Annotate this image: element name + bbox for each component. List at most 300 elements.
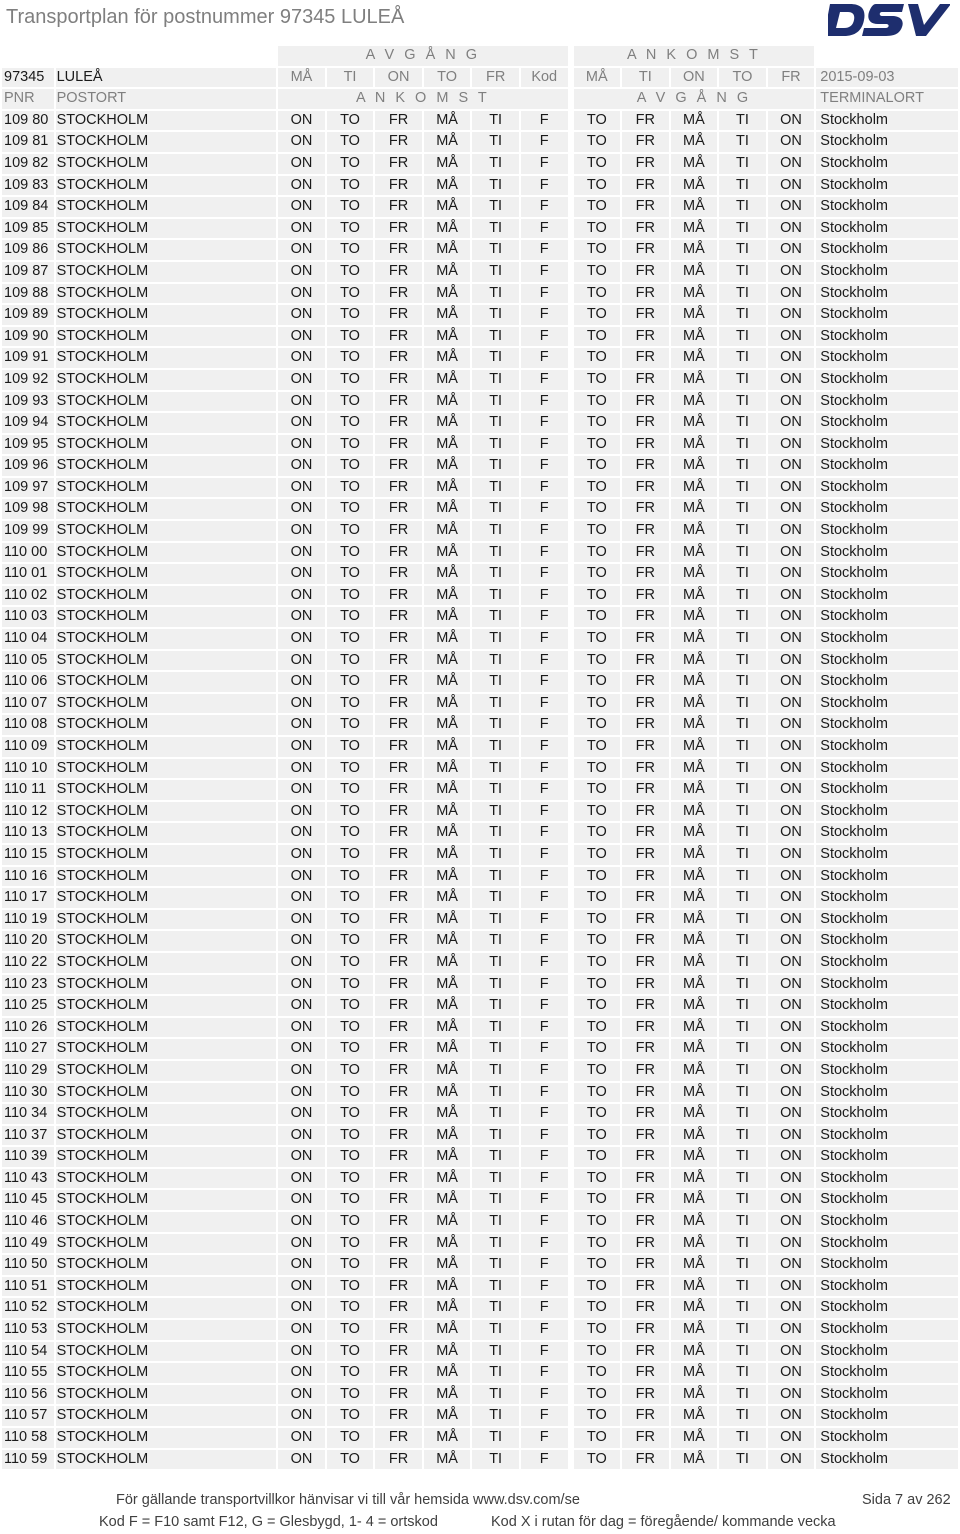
day-cell: MÅ — [671, 219, 718, 239]
day-cell: ON — [768, 564, 815, 584]
day-cell: F — [521, 586, 568, 606]
day-cell: TI — [719, 1212, 766, 1232]
table-row — [2, 111, 958, 131]
terminal-city: Stockholm — [816, 1385, 958, 1405]
postal-code: 109 86 — [2, 240, 54, 260]
postal-city: STOCKHOLM — [56, 1234, 277, 1254]
day-cell: MÅ — [424, 845, 471, 865]
day-cell: F — [521, 867, 568, 887]
table-row — [2, 845, 958, 865]
postal-code: 110 27 — [2, 1039, 54, 1059]
day-cell: FR — [375, 888, 422, 908]
day-cell: FR — [622, 1190, 669, 1210]
day-cell: FR — [375, 1277, 422, 1297]
day-cell: ON — [278, 435, 325, 455]
day-cell: F — [521, 802, 568, 822]
terminal-city: Stockholm — [816, 1039, 958, 1059]
day-cell: TO — [574, 845, 621, 865]
day-header: TO — [424, 68, 471, 88]
day-cell: F — [521, 1320, 568, 1340]
day-cell: ON — [768, 197, 815, 217]
day-cell: MÅ — [424, 996, 471, 1016]
pnr-label: PNR — [2, 89, 54, 109]
table-row — [2, 1234, 958, 1254]
day-cell: F — [521, 607, 568, 627]
day-cell: MÅ — [671, 111, 718, 131]
day-cell: FR — [375, 392, 422, 412]
postal-city: STOCKHOLM — [56, 284, 277, 304]
day-cell: F — [521, 413, 568, 433]
day-cell: TO — [327, 672, 374, 692]
day-cell: F — [521, 1363, 568, 1383]
day-cell: FR — [622, 327, 669, 347]
day-cell: TO — [327, 521, 374, 541]
day-cell: FR — [622, 1061, 669, 1081]
day-cell: TI — [719, 1104, 766, 1124]
table-row — [2, 1277, 958, 1297]
day-cell: TI — [719, 305, 766, 325]
postal-code: 110 02 — [2, 586, 54, 606]
day-cell: FR — [622, 435, 669, 455]
postal-code: 109 94 — [2, 413, 54, 433]
day-cell: ON — [278, 564, 325, 584]
day-cell: FR — [375, 823, 422, 843]
day-cell: MÅ — [671, 888, 718, 908]
day-cell: F — [521, 694, 568, 714]
day-cell: ON — [768, 910, 815, 930]
day-cell: ON — [278, 1450, 325, 1470]
postal-city: STOCKHOLM — [56, 132, 277, 152]
table-row — [2, 1039, 958, 1059]
postal-city: STOCKHOLM — [56, 975, 277, 995]
day-cell: TO — [327, 975, 374, 995]
table-row — [2, 651, 958, 671]
postal-code: 110 53 — [2, 1320, 54, 1340]
day-cell: ON — [278, 154, 325, 174]
day-cell: MÅ — [424, 1039, 471, 1059]
day-cell: TO — [574, 607, 621, 627]
postal-code: 110 43 — [2, 1169, 54, 1189]
day-cell: FR — [375, 1255, 422, 1275]
day-header: ON — [375, 68, 422, 88]
day-cell: MÅ — [424, 1450, 471, 1470]
day-cell: TO — [574, 132, 621, 152]
day-cell: TO — [327, 759, 374, 779]
day-cell: ON — [768, 607, 815, 627]
day-cell: ON — [768, 759, 815, 779]
day-cell: ON — [278, 1234, 325, 1254]
postal-code: 110 22 — [2, 953, 54, 973]
postal-city: STOCKHOLM — [56, 564, 277, 584]
day-cell: FR — [622, 737, 669, 757]
terminal-city: Stockholm — [816, 1406, 958, 1426]
day-cell: TO — [327, 1255, 374, 1275]
day-cell: TO — [327, 1277, 374, 1297]
table-row — [2, 1428, 958, 1448]
day-cell: FR — [375, 672, 422, 692]
day-cell: FR — [622, 1385, 669, 1405]
day-cell: TI — [472, 953, 519, 973]
day-cell: FR — [375, 111, 422, 131]
day-cell: TI — [472, 759, 519, 779]
day-cell: F — [521, 1190, 568, 1210]
day-cell: TI — [472, 975, 519, 995]
terminal-city: Stockholm — [816, 1277, 958, 1297]
terminal-city: Stockholm — [816, 1298, 958, 1318]
group-ankomst: A N K O M S T — [574, 46, 815, 66]
day-cell: ON — [768, 1342, 815, 1362]
postal-city: STOCKHOLM — [56, 780, 277, 800]
day-cell: TO — [574, 392, 621, 412]
postal-city: STOCKHOLM — [56, 759, 277, 779]
table-row — [2, 348, 958, 368]
day-cell: TI — [719, 953, 766, 973]
postal-city: STOCKHOLM — [56, 672, 277, 692]
day-cell: F — [521, 931, 568, 951]
day-cell: MÅ — [424, 1169, 471, 1189]
day-cell: MÅ — [424, 392, 471, 412]
terminal-city: Stockholm — [816, 370, 958, 390]
day-cell: F — [521, 478, 568, 498]
terminal-city: Stockholm — [816, 1190, 958, 1210]
terminal-city: Stockholm — [816, 651, 958, 671]
day-cell: ON — [278, 759, 325, 779]
day-cell: F — [521, 1212, 568, 1232]
day-cell: FR — [622, 1018, 669, 1038]
day-cell: MÅ — [671, 1104, 718, 1124]
day-cell: MÅ — [424, 607, 471, 627]
postal-code: 109 84 — [2, 197, 54, 217]
table-row — [2, 607, 958, 627]
day-cell: TO — [574, 111, 621, 131]
table-row — [2, 1018, 958, 1038]
day-cell: MÅ — [424, 370, 471, 390]
terminal-city: Stockholm — [816, 1255, 958, 1275]
day-cell: F — [521, 715, 568, 735]
postal-code: 110 11 — [2, 780, 54, 800]
day-cell: MÅ — [424, 1406, 471, 1426]
day-cell: F — [521, 1277, 568, 1297]
day-cell: TO — [574, 564, 621, 584]
postal-city: STOCKHOLM — [56, 996, 277, 1016]
day-cell: TO — [574, 521, 621, 541]
day-cell: TI — [472, 629, 519, 649]
postal-code: 109 91 — [2, 348, 54, 368]
table-row — [2, 219, 958, 239]
terminal-city: Stockholm — [816, 996, 958, 1016]
day-cell: TI — [719, 931, 766, 951]
day-cell: TO — [327, 1190, 374, 1210]
day-cell: TO — [574, 1061, 621, 1081]
day-cell: FR — [622, 953, 669, 973]
day-cell: MÅ — [671, 176, 718, 196]
day-cell: ON — [768, 1212, 815, 1232]
day-cell: MÅ — [671, 715, 718, 735]
day-cell: FR — [622, 845, 669, 865]
day-cell: ON — [768, 435, 815, 455]
day-cell: TI — [719, 327, 766, 347]
day-cell: MÅ — [424, 154, 471, 174]
day-cell: TI — [719, 802, 766, 822]
page-title: Transportplan för postnummer 97345 LULEÅ — [6, 6, 405, 28]
postal-code: 110 25 — [2, 996, 54, 1016]
table-row — [2, 499, 958, 519]
day-cell: ON — [278, 672, 325, 692]
day-cell: F — [521, 672, 568, 692]
day-cell: TO — [574, 1126, 621, 1146]
day-cell: ON — [768, 1277, 815, 1297]
day-cell: TI — [719, 1083, 766, 1103]
table-row — [2, 780, 958, 800]
day-cell: TO — [327, 1169, 374, 1189]
day-cell: TO — [574, 586, 621, 606]
day-cell: TI — [719, 867, 766, 887]
day-cell: MÅ — [424, 327, 471, 347]
terminal-city: Stockholm — [816, 240, 958, 260]
day-cell: FR — [375, 931, 422, 951]
day-cell: TO — [574, 327, 621, 347]
postal-city: STOCKHOLM — [56, 1212, 277, 1232]
day-cell: TI — [472, 672, 519, 692]
postal-code: 110 45 — [2, 1190, 54, 1210]
day-cell: ON — [768, 845, 815, 865]
day-cell: FR — [622, 197, 669, 217]
day-cell: MÅ — [671, 953, 718, 973]
day-cell: FR — [622, 802, 669, 822]
day-cell: ON — [768, 629, 815, 649]
day-cell: MÅ — [671, 370, 718, 390]
day-cell: F — [521, 1169, 568, 1189]
day-cell: TI — [472, 176, 519, 196]
postal-city: STOCKHOLM — [56, 1406, 277, 1426]
day-cell: TO — [327, 715, 374, 735]
day-cell: FR — [375, 478, 422, 498]
day-cell: FR — [622, 543, 669, 563]
day-cell: MÅ — [424, 672, 471, 692]
table-row — [2, 1298, 958, 1318]
day-cell: TI — [472, 111, 519, 131]
day-cell: TI — [472, 780, 519, 800]
day-cell: ON — [278, 1039, 325, 1059]
day-cell: ON — [278, 888, 325, 908]
day-cell: TO — [574, 1320, 621, 1340]
day-cell: TO — [574, 348, 621, 368]
day-cell: ON — [278, 240, 325, 260]
postal-city: STOCKHOLM — [56, 910, 277, 930]
day-cell: TO — [327, 629, 374, 649]
day-cell: FR — [375, 1126, 422, 1146]
table-row — [2, 564, 958, 584]
day-cell: ON — [278, 1342, 325, 1362]
day-cell: F — [521, 1385, 568, 1405]
day-cell: TI — [719, 1406, 766, 1426]
postal-code: 109 87 — [2, 262, 54, 282]
day-cell: ON — [768, 392, 815, 412]
day-cell: TO — [327, 305, 374, 325]
day-cell: TI — [719, 1190, 766, 1210]
terminal-city: Stockholm — [816, 1450, 958, 1470]
day-cell: ON — [278, 197, 325, 217]
terminal-city: Stockholm — [816, 780, 958, 800]
day-cell: F — [521, 651, 568, 671]
day-cell: FR — [622, 694, 669, 714]
day-cell: FR — [622, 1104, 669, 1124]
day-cell: FR — [375, 1320, 422, 1340]
day-cell: MÅ — [424, 1428, 471, 1448]
day-cell: F — [521, 176, 568, 196]
day-cell: MÅ — [424, 262, 471, 282]
day-cell: TO — [327, 392, 374, 412]
day-cell: FR — [375, 262, 422, 282]
day-cell: TO — [327, 327, 374, 347]
day-cell: TI — [472, 1169, 519, 1189]
day-cell: TO — [574, 867, 621, 887]
day-cell: ON — [768, 672, 815, 692]
day-cell: TI — [472, 1147, 519, 1167]
day-cell: TI — [472, 219, 519, 239]
day-cell: MÅ — [424, 413, 471, 433]
day-cell: ON — [278, 1169, 325, 1189]
postal-code: 110 50 — [2, 1255, 54, 1275]
postal-code: 110 58 — [2, 1428, 54, 1448]
day-cell: ON — [278, 1385, 325, 1405]
day-cell: TO — [574, 219, 621, 239]
day-cell: TO — [574, 1255, 621, 1275]
day-cell: F — [521, 1018, 568, 1038]
day-header: FR — [768, 68, 815, 88]
terminal-city: Stockholm — [816, 1342, 958, 1362]
postal-code: 110 17 — [2, 888, 54, 908]
day-cell: TI — [719, 1428, 766, 1448]
day-cell: ON — [768, 802, 815, 822]
day-cell: FR — [622, 759, 669, 779]
postal-city: STOCKHOLM — [56, 456, 277, 476]
day-cell: MÅ — [424, 219, 471, 239]
postal-code: 110 37 — [2, 1126, 54, 1146]
day-cell: FR — [622, 1363, 669, 1383]
day-cell: MÅ — [424, 1018, 471, 1038]
day-cell: F — [521, 1234, 568, 1254]
day-cell: TI — [472, 996, 519, 1016]
table-row — [2, 1363, 958, 1383]
day-cell: TI — [719, 607, 766, 627]
day-cell: TI — [472, 1083, 519, 1103]
day-cell: TO — [574, 715, 621, 735]
table-row — [2, 370, 958, 390]
day-cell: MÅ — [671, 780, 718, 800]
day-cell: FR — [375, 1061, 422, 1081]
postal-code: 110 49 — [2, 1234, 54, 1254]
table-row — [2, 1190, 958, 1210]
table-row — [2, 413, 958, 433]
day-cell: ON — [278, 1255, 325, 1275]
day-cell: TI — [472, 543, 519, 563]
day-cell: FR — [622, 586, 669, 606]
day-cell: ON — [278, 867, 325, 887]
postal-code: 110 30 — [2, 1083, 54, 1103]
postal-code: 110 06 — [2, 672, 54, 692]
day-cell: ON — [768, 651, 815, 671]
day-cell: TI — [472, 521, 519, 541]
day-cell: FR — [375, 867, 422, 887]
day-cell: TO — [574, 543, 621, 563]
day-cell: TI — [472, 888, 519, 908]
day-cell: MÅ — [671, 521, 718, 541]
table-row — [2, 327, 958, 347]
day-cell: TI — [719, 910, 766, 930]
day-cell: FR — [375, 154, 422, 174]
postal-city: STOCKHOLM — [56, 629, 277, 649]
day-cell: TO — [574, 435, 621, 455]
postal-code: 110 10 — [2, 759, 54, 779]
day-cell: FR — [375, 975, 422, 995]
day-cell: MÅ — [671, 1298, 718, 1318]
day-cell: MÅ — [424, 586, 471, 606]
postal-code: 109 92 — [2, 370, 54, 390]
day-cell: F — [521, 219, 568, 239]
terminal-city: Stockholm — [816, 197, 958, 217]
day-cell: TO — [574, 1298, 621, 1318]
terminal-city: Stockholm — [816, 694, 958, 714]
day-cell: ON — [768, 327, 815, 347]
table-row — [2, 154, 958, 174]
day-cell: FR — [622, 154, 669, 174]
day-cell: TI — [719, 888, 766, 908]
plan-date: 2015-09-03 — [816, 68, 958, 88]
day-cell: FR — [622, 910, 669, 930]
day-cell: ON — [768, 154, 815, 174]
day-cell: FR — [622, 867, 669, 887]
day-cell: ON — [768, 1450, 815, 1470]
day-cell: TI — [719, 370, 766, 390]
terminal-city: Stockholm — [816, 672, 958, 692]
day-cell: MÅ — [671, 1212, 718, 1232]
table-row — [2, 1320, 958, 1340]
day-cell: MÅ — [671, 975, 718, 995]
day-cell: TO — [327, 240, 374, 260]
terminal-city: Stockholm — [816, 176, 958, 196]
day-cell: TI — [472, 1342, 519, 1362]
day-cell: TI — [472, 737, 519, 757]
day-cell: TO — [574, 284, 621, 304]
day-cell: ON — [768, 1363, 815, 1383]
day-cell: ON — [278, 348, 325, 368]
day-cell: TI — [719, 694, 766, 714]
day-cell: ON — [768, 1083, 815, 1103]
day-cell: TI — [472, 499, 519, 519]
day-cell: TO — [574, 1104, 621, 1124]
postal-code: 110 13 — [2, 823, 54, 843]
terminal-city: Stockholm — [816, 888, 958, 908]
day-cell: ON — [768, 456, 815, 476]
postal-city: STOCKHOLM — [56, 1450, 277, 1470]
day-cell: TI — [719, 1320, 766, 1340]
terminal-city: Stockholm — [816, 348, 958, 368]
day-header: MÅ — [278, 68, 325, 88]
postal-code: 110 23 — [2, 975, 54, 995]
day-cell: FR — [622, 370, 669, 390]
day-cell: TO — [574, 975, 621, 995]
day-cell: TO — [327, 1061, 374, 1081]
day-cell: MÅ — [424, 953, 471, 973]
terminal-city: Stockholm — [816, 1104, 958, 1124]
postal-code: 110 52 — [2, 1298, 54, 1318]
day-cell: TO — [327, 780, 374, 800]
day-cell: MÅ — [424, 499, 471, 519]
day-cell: TO — [327, 1298, 374, 1318]
postal-city: STOCKHOLM — [56, 1169, 277, 1189]
day-cell: TO — [327, 586, 374, 606]
